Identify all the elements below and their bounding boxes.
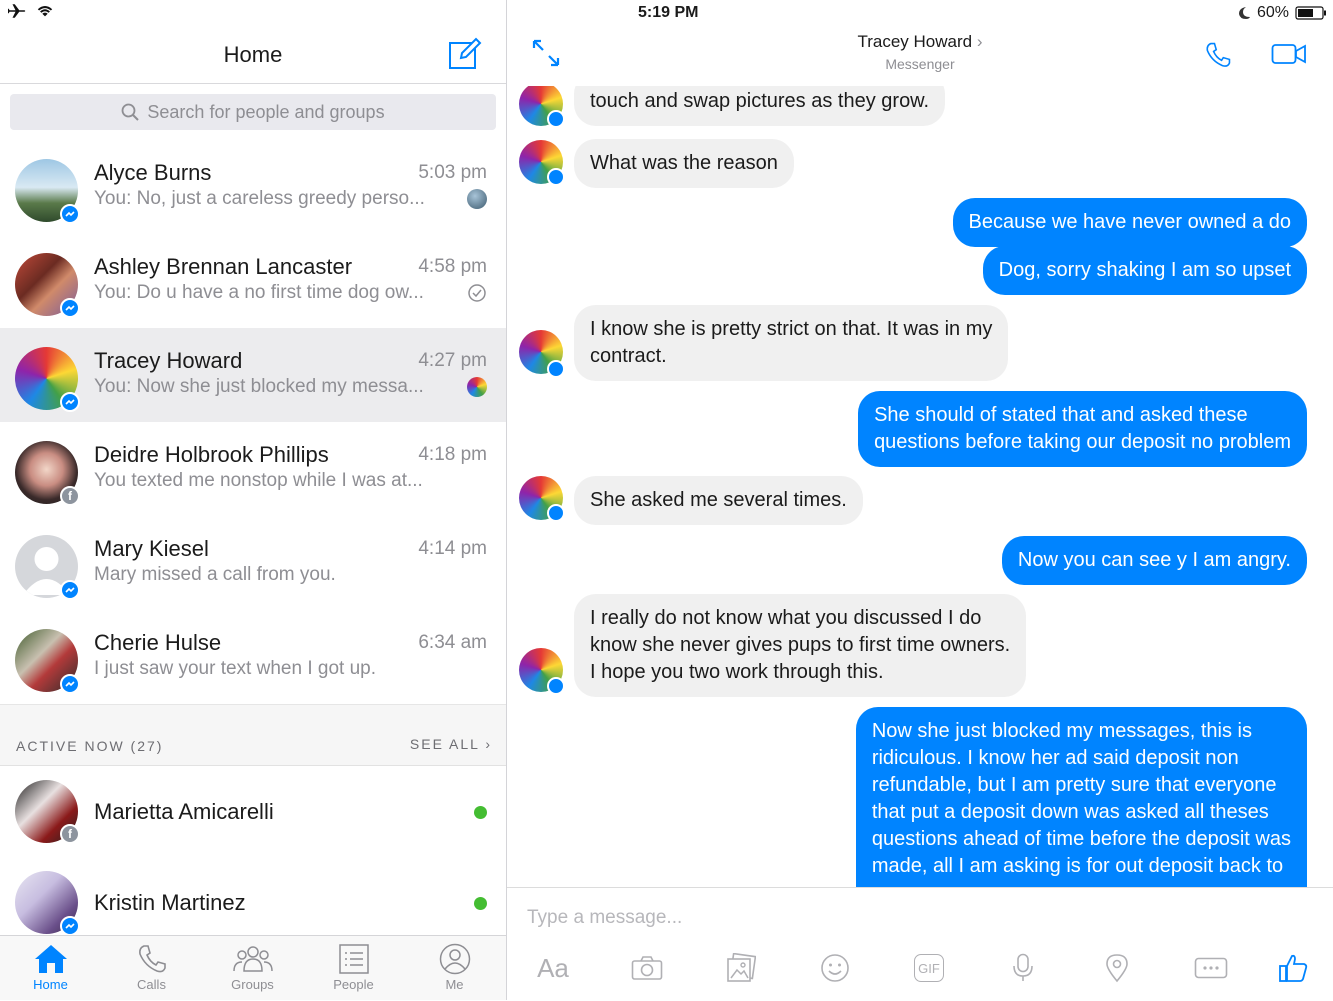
conversation-row[interactable] <box>0 234 506 328</box>
message-bubble-outgoing[interactable]: Because we have never owned a do <box>953 198 1307 247</box>
online-status-icon <box>474 897 487 910</box>
search-icon <box>121 103 139 121</box>
chevron-right-icon: › <box>976 32 983 51</box>
message-line: ridiculous. I know her ad said deposit non <box>871 747 1239 769</box>
groups-icon <box>232 943 274 975</box>
conversation-row[interactable] <box>0 140 506 234</box>
airplane-icon <box>8 3 26 19</box>
see-all-link[interactable] <box>410 736 492 752</box>
message-composer <box>507 887 1333 1000</box>
message-preview: You: Now she just blocked my messa... <box>94 376 424 397</box>
message-time: 4:18 pm <box>418 444 487 465</box>
contact-name: Alyce Burns <box>94 160 212 185</box>
message-time: 4:14 pm <box>418 538 487 559</box>
message-bubble-incoming[interactable]: She asked me several times. <box>574 476 863 525</box>
chat-subtitle: Messenger <box>885 56 955 72</box>
gallery-button[interactable] <box>721 950 761 986</box>
sent-check-icon <box>467 283 487 303</box>
message-line: contract. <box>590 345 667 367</box>
messenger-badge-icon <box>547 168 565 186</box>
message-bubble-incoming[interactable]: What was the reason <box>574 139 794 188</box>
tab-label: Me <box>445 977 464 992</box>
conversation-row-selected[interactable] <box>0 328 506 422</box>
message-input[interactable] <box>527 902 1307 934</box>
message-time: 6:34 am <box>418 632 487 653</box>
message-line: She should of stated that and asked these <box>874 404 1248 426</box>
message-bubble-incoming[interactable] <box>574 305 1008 381</box>
messenger-badge-icon <box>60 580 80 600</box>
messenger-badge-icon <box>547 504 565 522</box>
message-thread <box>507 86 1333 887</box>
like-icon <box>1278 953 1308 983</box>
microphone-icon <box>1012 953 1034 983</box>
home-header <box>0 26 506 84</box>
tab-label: People <box>333 977 374 992</box>
tab-bar <box>0 935 506 1000</box>
tab-calls[interactable] <box>101 936 202 1001</box>
message-line: I hope you two work through this. <box>590 661 884 683</box>
message-line: made, all I am asking is for out deposit back to <box>871 855 1284 877</box>
search-input[interactable] <box>10 94 496 130</box>
contact-name: Tracey Howard <box>94 348 243 373</box>
messenger-badge-icon <box>60 674 80 694</box>
online-status-icon <box>474 806 487 819</box>
tab-people[interactable] <box>303 936 404 1001</box>
compose-icon[interactable] <box>448 37 482 71</box>
gif-button[interactable] <box>909 950 949 986</box>
text-style-button[interactable]: Aa <box>537 952 569 983</box>
conversation-row[interactable] <box>0 516 506 610</box>
facebook-badge-icon: f <box>60 824 80 844</box>
emoji-button[interactable] <box>815 950 855 986</box>
location-button[interactable] <box>1097 950 1137 986</box>
active-now-title: ACTIVE NOW (27) <box>16 738 164 754</box>
message-time: 4:58 pm <box>418 256 487 277</box>
people-list-icon <box>337 943 371 975</box>
tab-me[interactable] <box>404 936 505 1001</box>
battery-percent: 60% <box>1256 4 1289 21</box>
contact-name: Cherie Hulse <box>94 630 222 655</box>
active-person-row[interactable] <box>0 766 506 858</box>
active-person-name: Kristin Martinez <box>94 890 246 915</box>
message-line: that put a deposit down was asked all theses <box>871 801 1269 823</box>
message-bubble-outgoing[interactable] <box>856 707 1307 887</box>
microphone-button[interactable] <box>1003 950 1043 986</box>
active-person-name: Marietta Amicarelli <box>94 799 274 824</box>
contact-name: Tracey Howard <box>857 32 973 51</box>
messenger-badge-icon <box>60 298 80 318</box>
message-line: refundable, but I am pretty sure that everyone <box>871 774 1277 796</box>
more-icon <box>1194 957 1228 979</box>
battery-icon <box>1295 6 1327 20</box>
message-line: questions before taking our deposit no problem <box>874 431 1291 453</box>
message-line: I really do not know what you discussed I do <box>590 607 982 629</box>
moon-icon <box>1237 6 1251 20</box>
profile-icon <box>438 943 472 975</box>
status-time: 5:19 PM <box>638 4 699 21</box>
gallery-icon <box>726 953 756 983</box>
contact-name: Mary Kiesel <box>94 536 209 561</box>
see-all-label: SEE ALL <box>409 736 480 752</box>
tab-label: Home <box>33 977 68 992</box>
conversation-list-pane <box>0 0 506 1000</box>
conversation-row[interactable] <box>0 422 506 516</box>
message-bubble-outgoing[interactable]: Dog, sorry shaking I am so upset <box>983 246 1307 295</box>
seen-avatar-icon <box>467 189 487 209</box>
wifi-icon <box>36 4 54 18</box>
messenger-badge-icon <box>547 360 565 378</box>
message-line: questions ahead of time before the deposit was <box>871 828 1291 850</box>
message-preview: You texted me nonstop while I was at... <box>94 470 423 491</box>
message-bubble-incoming[interactable]: touch and swap pictures as they grow. <box>574 86 945 126</box>
message-time: 5:03 pm <box>418 162 487 183</box>
location-icon <box>1105 953 1129 983</box>
tab-groups[interactable] <box>202 936 303 1001</box>
messenger-badge-icon <box>60 916 80 936</box>
phone-icon[interactable] <box>1203 40 1233 70</box>
message-bubble-outgoing[interactable] <box>858 391 1307 467</box>
message-preview: Mary missed a call from you. <box>94 564 336 585</box>
active-now-header <box>0 704 506 766</box>
camera-button[interactable] <box>627 950 667 986</box>
search-placeholder: Search for people and groups <box>147 101 385 122</box>
contact-name: Ashley Brennan Lancaster <box>94 254 353 279</box>
messenger-badge-icon <box>60 392 80 412</box>
facebook-badge-icon: f <box>60 486 80 506</box>
battery-status <box>1237 4 1327 22</box>
messenger-badge-icon <box>547 110 565 128</box>
tab-label: Calls <box>137 977 166 992</box>
contact-name: Deidre Holbrook Phillips <box>94 442 329 467</box>
camera-icon <box>631 955 663 981</box>
emoji-icon <box>820 953 850 983</box>
message-line: know she never gives pups to first time owners. <box>590 634 1011 656</box>
tab-home[interactable] <box>0 936 101 1001</box>
message-preview: I just saw your text when I got up. <box>94 658 376 679</box>
like-button[interactable] <box>1273 950 1313 986</box>
message-line: I know she is pretty strict on that. It was in my <box>590 318 993 340</box>
message-bubble-incoming[interactable] <box>574 594 1026 697</box>
message-bubble-outgoing[interactable]: Now you can see y I am angry. <box>1002 536 1307 585</box>
message-time: 4:27 pm <box>418 350 487 371</box>
home-icon <box>34 943 68 975</box>
phone-icon <box>135 943 169 975</box>
page-title: Home <box>223 42 283 67</box>
messenger-badge-icon <box>547 677 565 695</box>
seen-avatar-icon <box>467 377 487 397</box>
message-line: Now she just blocked my messages, this is <box>871 720 1252 742</box>
tab-label: Groups <box>231 977 274 992</box>
message-preview: You: Do u have a no first time dog ow... <box>94 282 424 303</box>
more-button[interactable] <box>1191 950 1231 986</box>
gif-icon: GIF <box>914 954 944 982</box>
video-camera-icon[interactable] <box>1271 42 1307 66</box>
conversation-row[interactable] <box>0 610 506 704</box>
message-preview: You: No, just a careless greedy perso... <box>94 188 425 209</box>
status-icons <box>8 3 54 19</box>
messenger-badge-icon <box>60 204 80 224</box>
chat-pane <box>507 0 1333 1000</box>
chat-header <box>507 26 1333 86</box>
chevron-right-icon: › <box>485 736 492 752</box>
